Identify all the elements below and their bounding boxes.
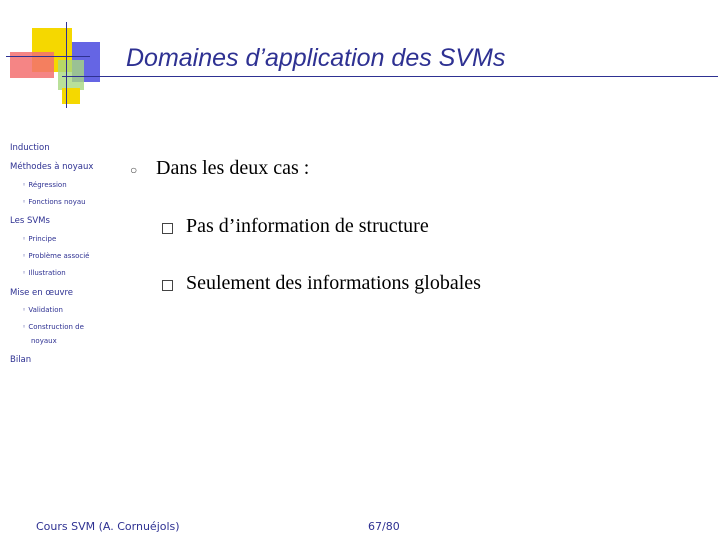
sub-bullet-1-text: Pas d’information de structure	[186, 215, 429, 237]
deco-green-block	[58, 60, 84, 90]
nav-subitem-principe[interactable]: ◦ Principe	[22, 235, 56, 243]
deco-horizontal-line	[6, 56, 90, 57]
nav-item-les-svms[interactable]: Les SVMs	[10, 216, 50, 226]
square-bullet-icon	[162, 223, 173, 234]
deco-vertical-line	[66, 22, 67, 108]
slide-title: Domaines d’application des SVMs	[126, 44, 506, 72]
nav-subitem-fonctions-noyau[interactable]: ◦ Fonctions noyau	[22, 198, 86, 206]
sub-bullet-2-text: Seulement des informations globales	[186, 272, 481, 294]
nav-subitem-construction-de[interactable]: ◦ Construction de	[22, 323, 84, 331]
main-bullet-text: Dans les deux cas :	[156, 157, 310, 179]
nav-subitem-regression[interactable]: ◦ Régression	[22, 181, 67, 189]
circle-bullet-icon: ○	[130, 163, 138, 177]
square-bullet-icon	[162, 280, 173, 291]
nav-subitem-noyaux[interactable]: noyaux	[31, 337, 57, 345]
nav-subitem-illustration[interactable]: ◦ Illustration	[22, 269, 66, 277]
footer-course-credit: Cours SVM (A. Cornuéjols)	[36, 520, 180, 533]
nav-item-methodes-noyaux[interactable]: Méthodes à noyaux	[10, 162, 94, 172]
nav-item-induction[interactable]: Induction	[10, 143, 50, 153]
nav-item-mise-en-oeuvre[interactable]: Mise en œuvre	[10, 288, 74, 298]
nav-item-bilan[interactable]: Bilan	[10, 355, 32, 365]
nav-subitem-probleme-associe[interactable]: ◦ Problème associé	[22, 252, 89, 260]
nav-subitem-validation[interactable]: ◦ Validation	[22, 306, 63, 314]
title-underline	[62, 76, 718, 77]
deco-yellow-lower	[62, 88, 80, 104]
footer-page-number: 67/80	[368, 520, 400, 533]
